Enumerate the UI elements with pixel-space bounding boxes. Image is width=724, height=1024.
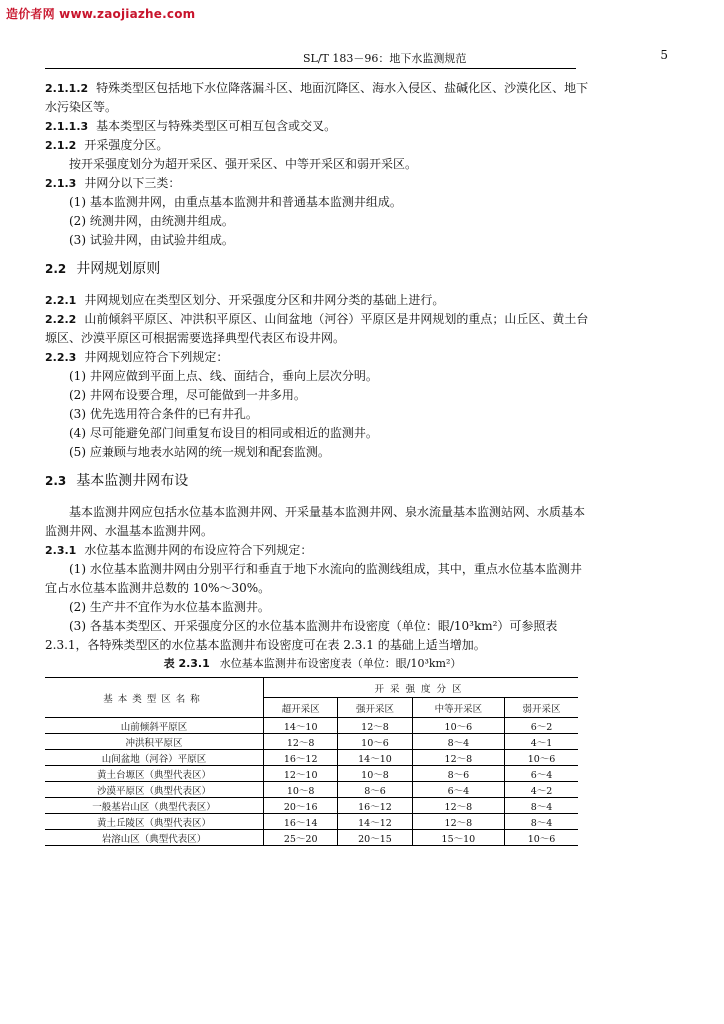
list-item: (2) 生产井不宜作为水位基本监测井。 [69,600,270,614]
table-cell: 10～8 [264,782,338,798]
column-header: 超开采区 [264,698,338,718]
column-header: 弱开采区 [505,698,578,718]
table-cell: 4～1 [505,734,578,750]
paragraph: 2.2.3 井网规划应符合下列规定： [45,350,229,364]
table-caption [45,655,580,671]
table-cell: 12～10 [264,766,338,782]
paragraph: 基本监测井网应包括水位基本监测井网、开采量基本监测井网、泉水流量基本监测站网、水质基本监测井网、水温基本监测井网。 [45,505,586,538]
table-row [45,734,578,750]
table-cell: 16～12 [338,798,412,814]
column-header-type: 基本类型区名称 [45,678,264,718]
paragraph: 按开采强度划分为超开采区、强开采区、中等开采区和弱开采区。 [69,157,418,171]
paragraph: 2.1.3 井网分以下三类： [45,176,181,190]
table-cell: 20～15 [338,830,412,846]
table-cell: 10～6 [338,734,412,750]
table-cell: 10～8 [338,766,412,782]
paragraph: 2.1.1.2 特殊类型区包括地下水位降落漏斗区、地面沉降区、海水入侵区、盐碱化区、沙漠化区、地下水污染区等。 [45,81,589,114]
table-cell: 8～6 [338,782,412,798]
table-cell: 8～6 [412,766,504,782]
paragraph: 2.1.1.3 基本类型区与特殊类型区可相互包含或交叉。 [45,119,337,133]
table-cell: 10～6 [412,718,504,734]
table-cell: 4～2 [505,782,578,798]
table-row [45,718,578,734]
table-cell: 8～4 [412,734,504,750]
paragraph: 2.2.2 山前倾斜平原区、冲洪积平原区、山间盆地（河谷）平原区是井网规划的重点；山丘区、黄土台塬区、沙漠平原区可根据需要选择典型代表区布设井网。 [45,312,589,345]
list-item: (1) 基本监测井网，由重点基本监测井和普通基本监测井组成。 [69,195,402,209]
row-name: 一般基岩山区（典型代表区） [45,798,264,814]
row-name: 黄土台塬区（典型代表区） [45,766,264,782]
list-item: (3) 试验井网，由试验井组成。 [69,233,234,247]
table-cell: 12～8 [412,750,504,766]
table-cell: 12～8 [338,718,412,734]
table-cell: 12～8 [412,814,504,830]
list-item: (3) 各基本类型区、开采强度分区的水位基本监测井布设密度（单位：眼/10³km²）可参照表 2.3.1，各特殊类型区的水位基本监测井布设密度可在表 2.3.1 的基础上适当增加。 [45,619,558,652]
row-name: 山间盆地（河谷）平原区 [45,750,264,766]
table-cell: 8～4 [505,814,578,830]
table-caption-text: 水位基本监测井布设密度表（单位：眼/10³km²） [219,657,462,670]
table-cell: 25～20 [264,830,338,846]
row-name: 黄土丘陵区（典型代表区） [45,814,264,830]
row-name: 岩溶山区（典型代表区） [45,830,264,846]
watermark: 造价者网 www.zaojiazhe.com [6,7,196,21]
table-caption-number: 表 2.3.1 [163,657,210,670]
table-cell: 6～2 [505,718,578,734]
table-cell: 16～12 [264,750,338,766]
density-table [45,677,578,846]
page-number: 5 [660,48,668,62]
table-cell: 8～4 [505,798,578,814]
section-heading: 2.3 基本监测井网布设 [45,473,189,489]
list-item: (1) 井网应做到平面上点、线、面结合，垂向上层次分明。 [69,369,378,383]
table-row [45,830,578,846]
table-cell: 16～14 [264,814,338,830]
table-row [45,814,578,830]
table-cell: 20～16 [264,798,338,814]
column-header: 中等开采区 [412,698,504,718]
table-cell: 14～10 [338,750,412,766]
list-item: (1) 水位基本监测井网由分别平行和垂直于地下水流向的监测线组成，其中，重点水位基本监测井宜占水位基本监测井总数的 10%～30%。 [45,562,582,595]
table-cell: 15～10 [412,830,504,846]
table-body [45,718,578,846]
table-cell: 12～8 [412,798,504,814]
column-header: 强开采区 [338,698,412,718]
list-item: (5) 应兼顾与地表水站网的统一规划和配套监测。 [69,445,330,459]
list-item: (3) 优先选用符合条件的已有井孔。 [69,407,258,421]
row-name: 沙漠平原区（典型代表区） [45,782,264,798]
table-row [45,750,578,766]
table-cell: 10～6 [505,750,578,766]
list-item: (2) 井网布设要合理，尽可能做到一井多用。 [69,388,306,402]
table-cell: 14～10 [264,718,338,734]
table-row [45,798,578,814]
row-name: 山前倾斜平原区 [45,718,264,734]
list-item: (4) 尽可能避免部门间重复布设目的相同或相近的监测井。 [69,426,378,440]
header-title: SL/T 183－96：地下水监测规范 [303,52,467,65]
section-heading: 2.2 井网规划原则 [45,261,161,277]
body-text [45,79,590,655]
table-row [45,766,578,782]
paragraph: 2.3.1 水位基本监测井网的布设应符合下列规定： [45,543,313,557]
column-header-group: 开采强度分区 [264,678,579,698]
table-cell: 12～8 [264,734,338,750]
table-cell: 6～4 [412,782,504,798]
table-row [45,782,578,798]
paragraph: 2.2.1 井网规划应在类型区划分、开采强度分区和井网分类的基础上进行。 [45,293,445,307]
row-name: 冲洪积平原区 [45,734,264,750]
table-cell: 6～4 [505,766,578,782]
table-cell: 14～12 [338,814,412,830]
list-item: (2) 统测井网，由统测井组成。 [69,214,234,228]
paragraph: 2.1.2 开采强度分区。 [45,138,169,152]
table-cell: 10～6 [505,830,578,846]
page-header [45,46,668,69]
